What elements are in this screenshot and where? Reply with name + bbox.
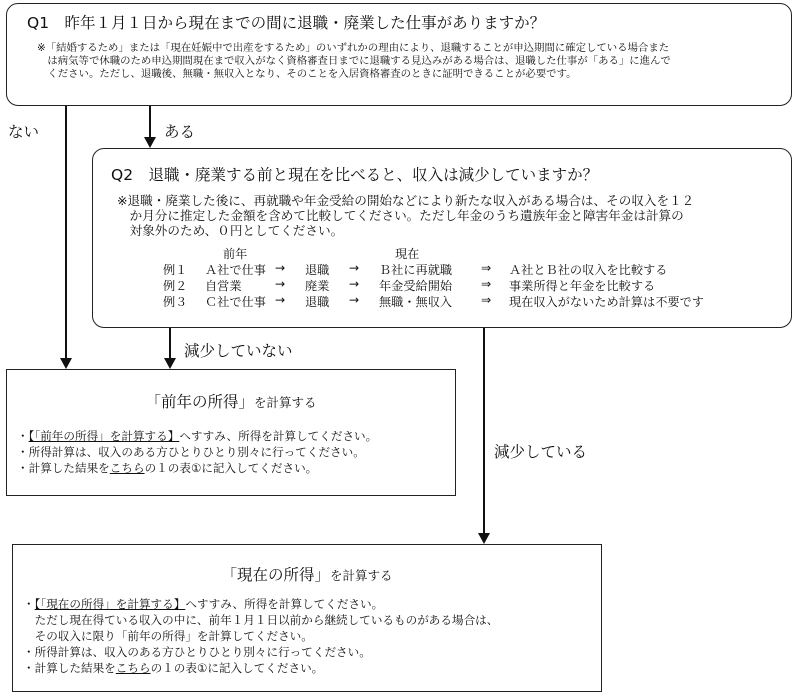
- prev-income-title: [7, 390, 455, 412]
- example-mid: 退職: [305, 295, 330, 309]
- example-implies: ⇒: [481, 293, 492, 307]
- example-arrow: →: [275, 277, 286, 291]
- q2-title: Q2 退職・廃業する前と現在を比べると、収入は減少していますか？: [111, 166, 599, 184]
- q1-title: Q1 昨年１月１日から現在までの間に退職・廃業した仕事がありますか？: [27, 14, 546, 32]
- example-prev: Ｃ社で仕事: [205, 295, 266, 309]
- prev-income-here-link[interactable]: こちら: [109, 461, 145, 475]
- q1-box: [6, 3, 792, 106]
- prev-income-box: [6, 369, 456, 496]
- example-result: Ａ社とＢ社の収入を比較する: [509, 263, 668, 277]
- prev-income-line-3-pre: ・計算した結果を: [17, 461, 110, 475]
- example-arrow: →: [349, 277, 360, 291]
- current-income-line-5-post: の１の表①に記入してください。: [150, 661, 324, 675]
- current-income-line-4: ・所得計算は、収入のある方ひとりひとり別々に行ってください。: [23, 645, 371, 659]
- prev-income-line-1-rest: へすすみ、所得を計算してください。: [179, 429, 378, 443]
- prev-income-line-3: [17, 461, 317, 476]
- q2-header-prev: 前年: [223, 247, 248, 261]
- q1-note-line-1: ※「結婚するため」または「現在妊娠中で出産をするため」のいずれかの理由により、退職することが申込期間に確定している場合また: [37, 42, 670, 54]
- arrow-decreased-head: [478, 533, 490, 544]
- current-income-box: [12, 544, 602, 692]
- label-no: ない: [8, 123, 40, 141]
- current-income-line-5-pre: ・計算した結果を: [23, 661, 116, 675]
- example-arrow: →: [275, 261, 286, 275]
- prev-income-line-2: ・所得計算は、収入のある方ひとりひとり別々に行ってください。: [17, 445, 365, 459]
- current-income-line-5: [23, 661, 323, 676]
- example-now: 無職・無収入: [379, 295, 453, 309]
- example-implies: ⇒: [481, 277, 492, 291]
- current-income-line-1: ・【「現在の所得」を計算する】へすすみ、所得を計算してください。: [23, 597, 384, 611]
- example-now: Ｂ社に再就職: [379, 263, 453, 277]
- example-arrow: →: [349, 293, 360, 307]
- prev-income-line-1: ・【「前年の所得」を計算する】へすすみ、所得を計算してください。: [17, 429, 378, 443]
- q2-box: [92, 148, 792, 328]
- prev-income-title-suffix: を計算する: [254, 395, 317, 410]
- current-income-line-3: その収入に限り「前年の所得」を計算してください。: [23, 629, 313, 643]
- example-arrow: →: [349, 261, 360, 275]
- example-implies: ⇒: [481, 261, 492, 275]
- prev-income-calc-link[interactable]: 【「前年の所得」を計算する】: [28, 429, 180, 443]
- example-prev: Ａ社で仕事: [205, 263, 266, 277]
- label-not-decreased: 減少していない: [184, 342, 293, 360]
- current-income-title: [13, 563, 601, 585]
- q2-note-line-1: ※退職・廃業した後に、再就職や年金受給の開始などにより新たな収入がある場合は、その収入を１２: [117, 193, 695, 208]
- current-income-line-2: ただし現在得ている収入の中に、前年１月１日以前から継続しているものがある場合は、: [23, 613, 499, 627]
- q2-note-line-3: 対象外のため、０円としてください。: [117, 223, 344, 238]
- example-result: 現在収入がないため計算は不要です: [509, 295, 704, 309]
- current-income-title-suffix: を計算する: [330, 568, 393, 583]
- example-mid: 廃業: [305, 279, 330, 293]
- example-arrow: →: [275, 293, 286, 307]
- example-result: 事業所得と年金を比較する: [509, 279, 656, 293]
- example-now: 年金受給開始: [379, 279, 453, 293]
- example-label: 例２: [163, 279, 188, 293]
- q2-header-now: 現在: [395, 247, 420, 261]
- label-yes: ある: [164, 123, 196, 141]
- q1-note-line-3: ください。ただし、退職後、無職・無収入となり、そのことを入居資格審査のときに証明できることが必要です。: [37, 68, 577, 80]
- arrow-yes-head: [144, 137, 156, 148]
- current-income-here-link[interactable]: こちら: [115, 661, 151, 675]
- example-label: 例１: [163, 263, 188, 277]
- q2-note-line-2: か月分に推定した金額を含めて比較してください。ただし年金のうち遺族年金と障害年金は計算の: [117, 208, 684, 223]
- q1-note-line-2: は病気等で休職のため申込期間現在まで収入がなく資格審査日までに退職する見込みがある場合は、退職した仕事が「ある」に進んで: [37, 55, 671, 67]
- current-income-title-main: 「現在の所得」: [221, 566, 330, 584]
- example-mid: 退職: [305, 263, 330, 277]
- arrow-no-head: [60, 358, 72, 369]
- current-income-calc-link[interactable]: 【「現在の所得」を計算する】: [34, 597, 186, 611]
- example-prev: 自営業: [205, 279, 242, 293]
- example-label: 例３: [163, 295, 188, 309]
- label-decreased: 減少している: [494, 443, 588, 461]
- prev-income-line-3-post: の１の表①に記入してください。: [144, 461, 318, 475]
- arrow-not-decreased-head: [164, 358, 176, 369]
- current-income-line-1-rest: へすすみ、所得を計算してください。: [185, 597, 384, 611]
- prev-income-title-main: 「前年の所得」: [145, 393, 254, 411]
